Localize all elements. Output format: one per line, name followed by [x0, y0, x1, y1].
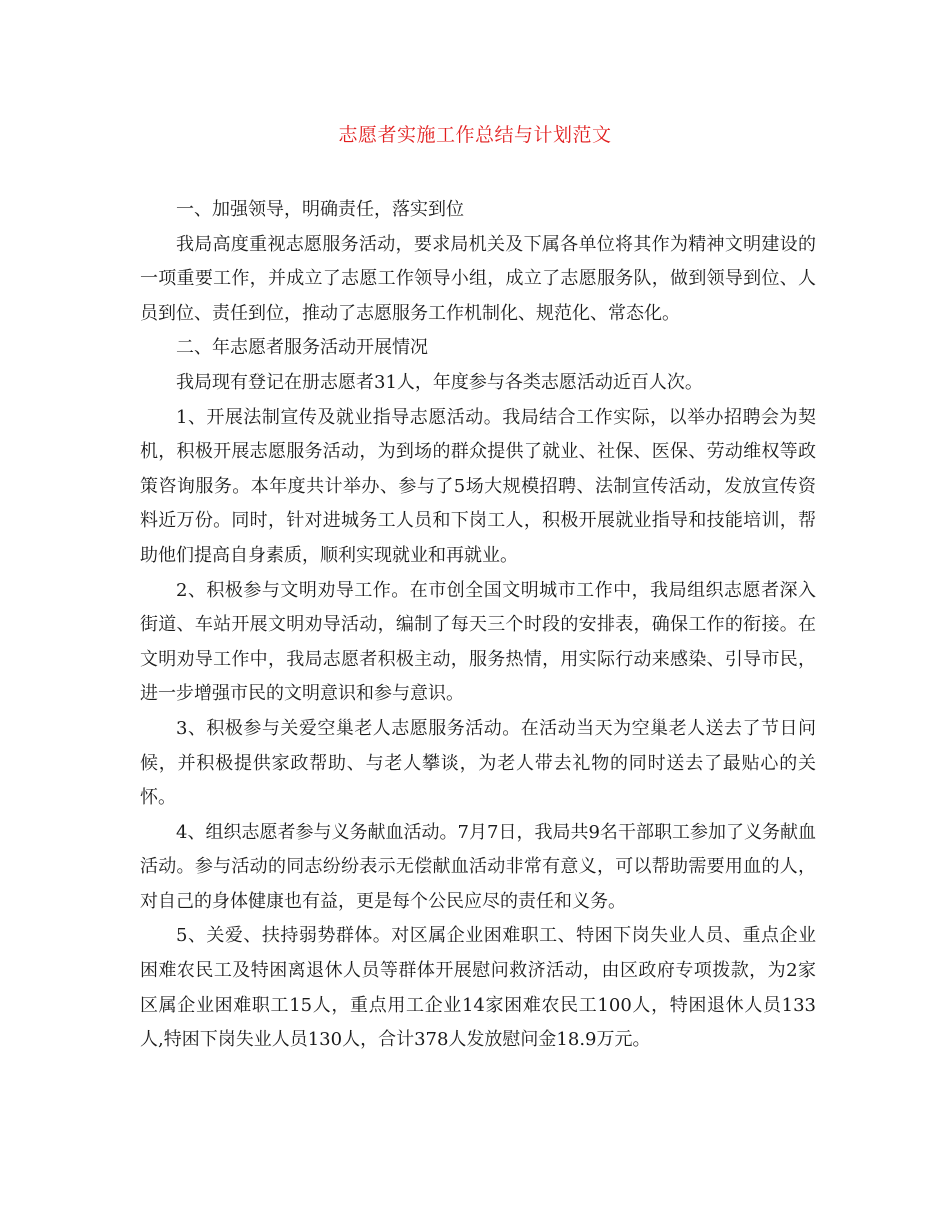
- paragraph-leadership: 我局高度重视志愿服务活动，要求局机关及下属各单位将其作为精神文明建设的一项重要工作，并成立了志愿工作领导小组，成立了志愿服务队，做到领导到位、人员到位、责任到位，推动了志愿服务工作机制化、规范化、常态化。: [140, 233, 816, 324]
- paragraph-volunteer-count: 我局现有登记在册志愿者31人，年度参与各类志愿活动近百人次。: [176, 371, 703, 393]
- section-heading-leadership: 一、加强领导，明确责任，落实到位: [176, 199, 464, 220]
- paragraph-item-2: 2、积极参与文明劝导工作。在市创全国文明城市工作中，我局组织志愿者深入街道、车站开展文明劝导活动，编制了每天三个时段的安排表，确保工作的衔接。在文明劝导工作中，我局志愿者积极主动，服务热情，用实际行动来感染、引导市民，进一步增强市民的文明意识和参与意识。: [140, 579, 816, 705]
- paragraph-item-1: 1、开展法制宣传及就业指导志愿活动。我局结合工作实际，以举办招聘会为契机，积极开展志愿服务活动，为到场的群众提供了就业、社保、医保、劳动维权等政策咨询服务。本年度共计举办、参与了5场大规模招聘、法制宣传活动，发放宣传资料近万份。同时，针对进城务工人员和下岗工人，积极开展就业指导和技能培训，帮助他们提高自身素质，顺利实现就业和再就业。: [140, 406, 816, 566]
- section-heading-activities: 二、年志愿者服务活动开展情况: [176, 337, 428, 359]
- document-body: [140, 193, 816, 1058]
- paragraph-item-3: 3、积极参与关爱空巢老人志愿服务活动。在活动当天为空巢老人送去了节日问候，并积极提供家政帮助、与老人攀谈，为老人带去礼物的同时送去了最贴心的关怀。: [140, 717, 816, 809]
- paragraph-item-4: 4、组织志愿者参与义务献血活动。7月7日，我局共9名干部职工参加了义务献血活动。参与活动的同志纷纷表示无偿献血活动非常有意义，可以帮助需要用血的人，对自己的身体健康也有益，更是每个公民应尽的责任和义务。: [140, 821, 816, 912]
- paragraph-item-5: 5、关爱、扶持弱势群体。对区属企业困难职工、特困下岗失业人员、重点企业困难农民工及特困离退休人员等群体开展慰问救济活动，由区政府专项拨款，为2家区属企业困难职工15人，重点用工企业14家困难农民工100人，特困退休人员133人,特困下岗失业人员130人，合计378人发放慰问金18.9万元。: [140, 925, 816, 1051]
- document-title: 志愿者实施工作总结与计划范文: [338, 124, 612, 146]
